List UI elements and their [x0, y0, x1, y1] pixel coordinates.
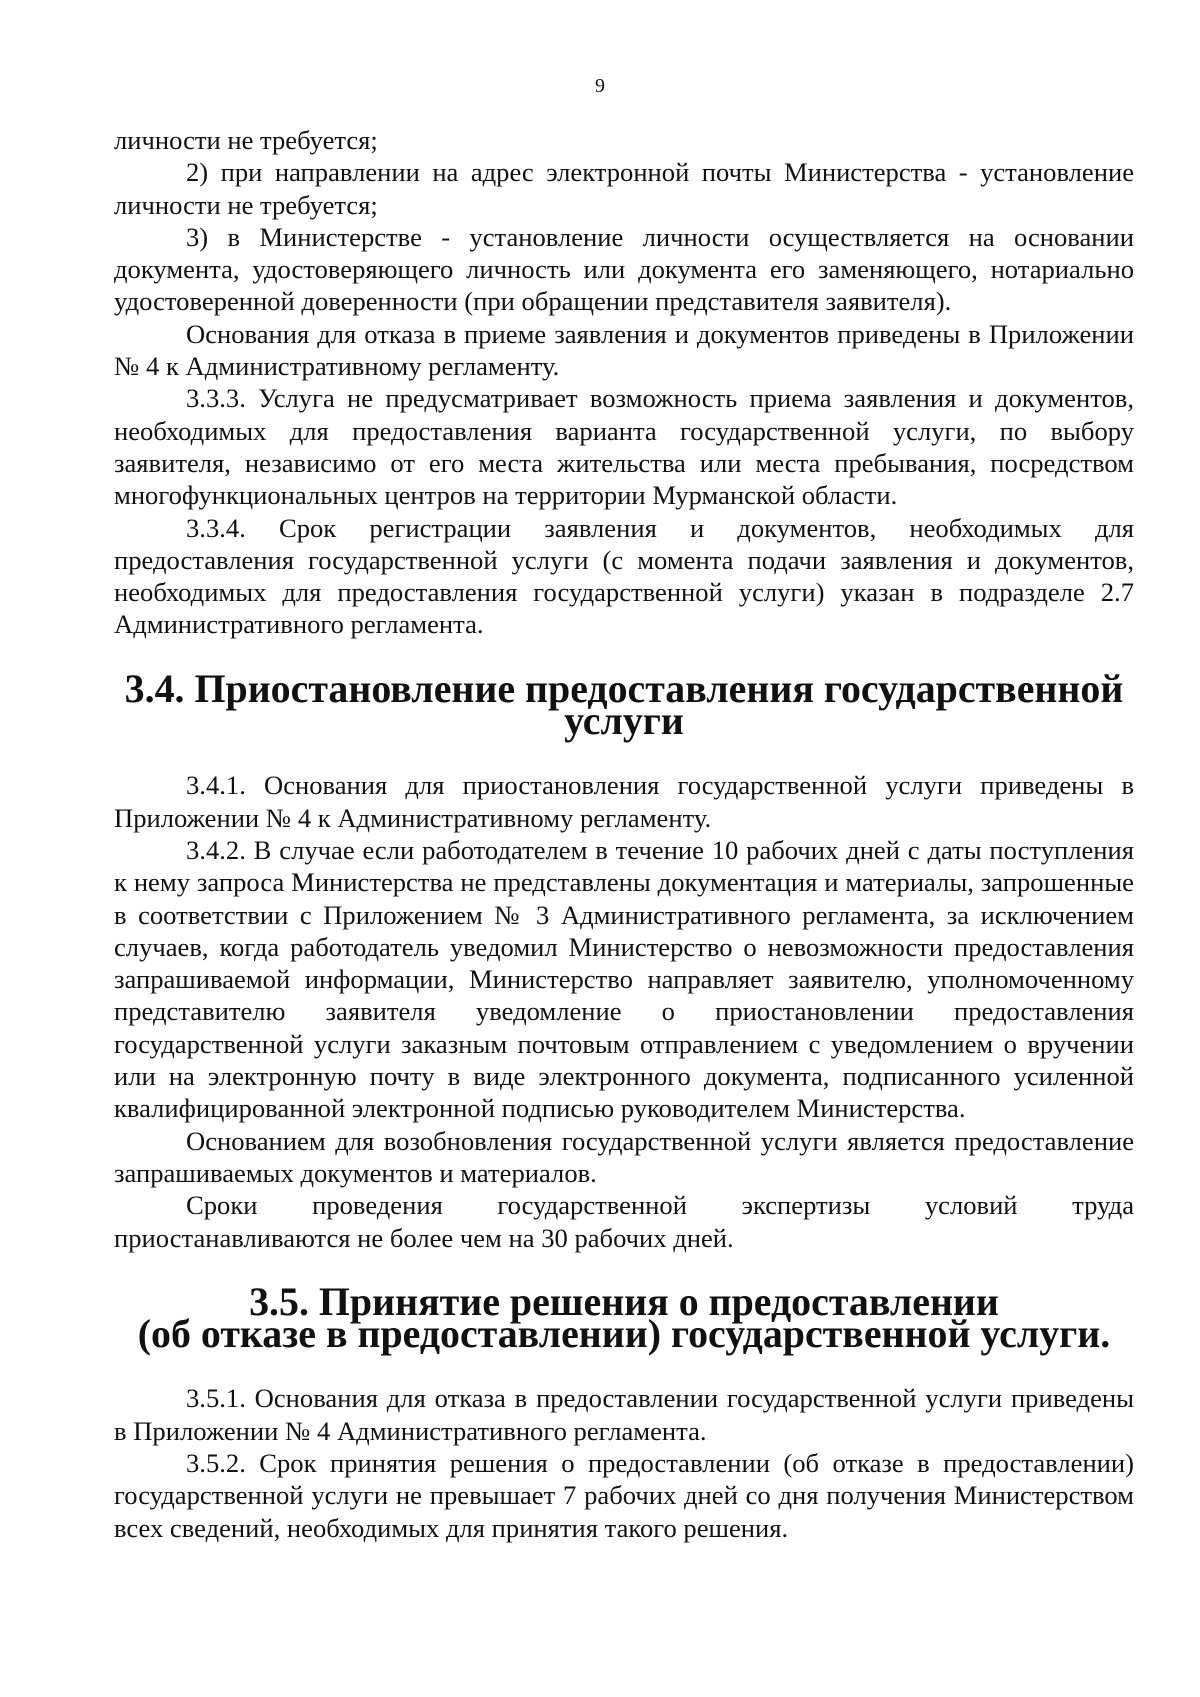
- page-number: 9: [595, 75, 605, 97]
- paragraph-refusal-grounds: Основания для отказа в приеме заявления и документов приведены в Приложении № 4 к Административному регламенту.: [114, 318, 1134, 382]
- paragraph-3-4-2: 3.4.2. В случае если работодателем в течение 10 рабочих дней с даты поступления к нему запроса Министерства не представлены документация и материалы, запрошенные в соответствии с Приложением № 3 Административного регламента, за исключением случаев, когда работодатель уведомил Министерство о невозможности предоставления запрашиваемой информации, Министерство направляет заявителю, уполномоченному представителю заявителя уведомление о приостановлении предоставления государственной услуги заказным почтовым отправлением с уведомлением о вручении или на электронную почту в виде электронного документа, подписанного усиленной квалифицированной электронной подписью руководителем Министерства.: [114, 834, 1134, 1124]
- heading-3-5-line-1: 3.5. Принятие решения о предоставлении: [249, 1278, 999, 1324]
- paragraph-3-3-3: 3.3.3. Услуга не предусматривает возможность приема заявления и документов, необходимых для предоставления варианта государственной услуги, по выбору заявителя, независимо от его места жительства или места пребывания, посредством многофункциональных центров на территории Мурманской области.: [114, 383, 1134, 511]
- heading-3-5-line-2: (об отказе в предоставлении) государственной услуги.: [137, 1311, 1111, 1357]
- paragraph-3-5-1: 3.5.1. Основания для отказа в предоставлении государственной услуги приведены в Приложении № 4 Административного регламента.: [114, 1383, 1134, 1446]
- paragraph-3-5-2: 3.5.2. Срок принятия решения о предоставлении (об отказе в предоставлении) государственной услуги не превышает 7 рабочих дней со дня получения Министерством всех сведений, необходимых для принятия такого решения.: [114, 1447, 1134, 1543]
- paragraph-item-3: 3) в Министерстве - установление личности осуществляется на основании документа, удостоверяющего личность или документа его заменяющего, нотариально удостоверенной доверенности (при обращении представителя заявителя).: [114, 221, 1134, 317]
- paragraph-3-3-4: 3.3.4. Срок регистрации заявления и документов, необходимых для предоставления государственной услуги (с момента подачи заявления и документов, необходимых для предоставления государственной услуги) указан в подразделе 2.7 Административного регламента.: [114, 512, 1134, 640]
- paragraph-3-4-1: 3.4.1. Основания для приостановления государственной услуги приведены в Приложении № 4 к Административному регламенту.: [114, 770, 1134, 833]
- paragraph-resumption-grounds: Основанием для возобновления государственной услуги является предоставление запрашиваемых документов и материалов.: [114, 1125, 1134, 1188]
- paragraph-item-2: 2) при направлении на адрес электронной почты Министерства - установление личности не требуется;: [114, 157, 1134, 220]
- paragraph-continuation: личности не требуется;: [114, 125, 378, 155]
- heading-3-4: 3.4. Приостановление предоставления государственной услуги: [124, 665, 1124, 744]
- document-body: [114, 124, 1134, 1544]
- paragraph-suspension-term: Сроки проведения государственной экспертизы условий труда приостанавливаются не более чем на 30 рабочих дней.: [114, 1190, 1134, 1253]
